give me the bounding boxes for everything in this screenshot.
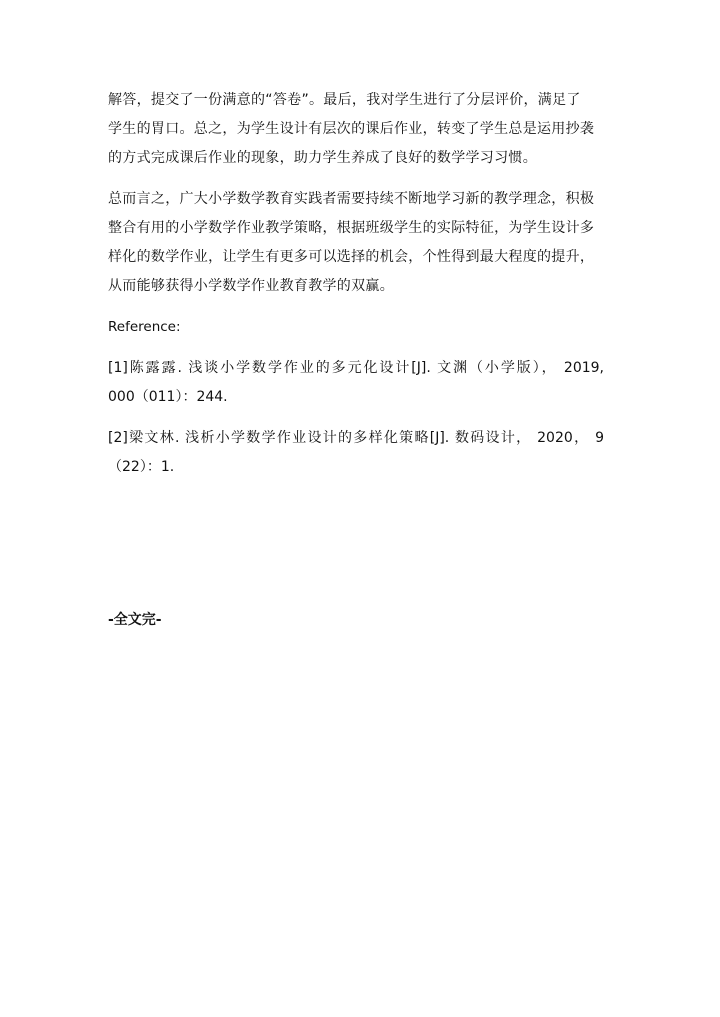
paragraph-line: 解答，提交了一份满意的“答卷”。最后，我对学生进行了分层评价，满足了 xyxy=(108,92,581,108)
reference-heading: Reference: xyxy=(108,319,181,335)
reference-item xyxy=(108,354,604,412)
reference-line: [2]梁文林. 浅析小学数学作业设计的多样化策略[J]. 数码设计， 2020， 9 xyxy=(108,430,604,446)
paragraph-line: 总而言之，广大小学数学教育实践者需要持续不断地学习新的教学理念，积极 xyxy=(108,191,595,207)
end-of-document-mark: -全文完- xyxy=(108,612,162,628)
conclusion-paragraph xyxy=(108,185,604,301)
reference-line: [1]陈露露. 浅谈小学数学作业的多元化设计[J]. 文渊（小学版）， 2019, xyxy=(108,360,604,376)
paragraph-line: 学生的胃口。总之，为学生设计有层次的课后作业，转变了学生总是运用抄袭 xyxy=(108,121,595,137)
paragraph-line: 样化的数学作业，让学生有更多可以选择的机会，个性得到最大程度的提升， xyxy=(108,249,595,265)
document-body xyxy=(108,86,604,494)
reference-line: 000（011）：244. xyxy=(108,389,228,405)
paragraph-line: 的方式完成课后作业的现象，助力学生养成了良好的数学学习习惯。 xyxy=(108,150,537,166)
reference-item xyxy=(108,424,604,482)
paragraph-line: 从而能够获得小学数学作业教育教学的双赢。 xyxy=(108,278,394,294)
paragraph-line: 整合有用的小学数学作业教学策略，根据班级学生的实际特征，为学生设计多 xyxy=(108,220,595,236)
reference-line: （22）：1. xyxy=(108,459,175,475)
body-paragraph xyxy=(108,86,604,173)
